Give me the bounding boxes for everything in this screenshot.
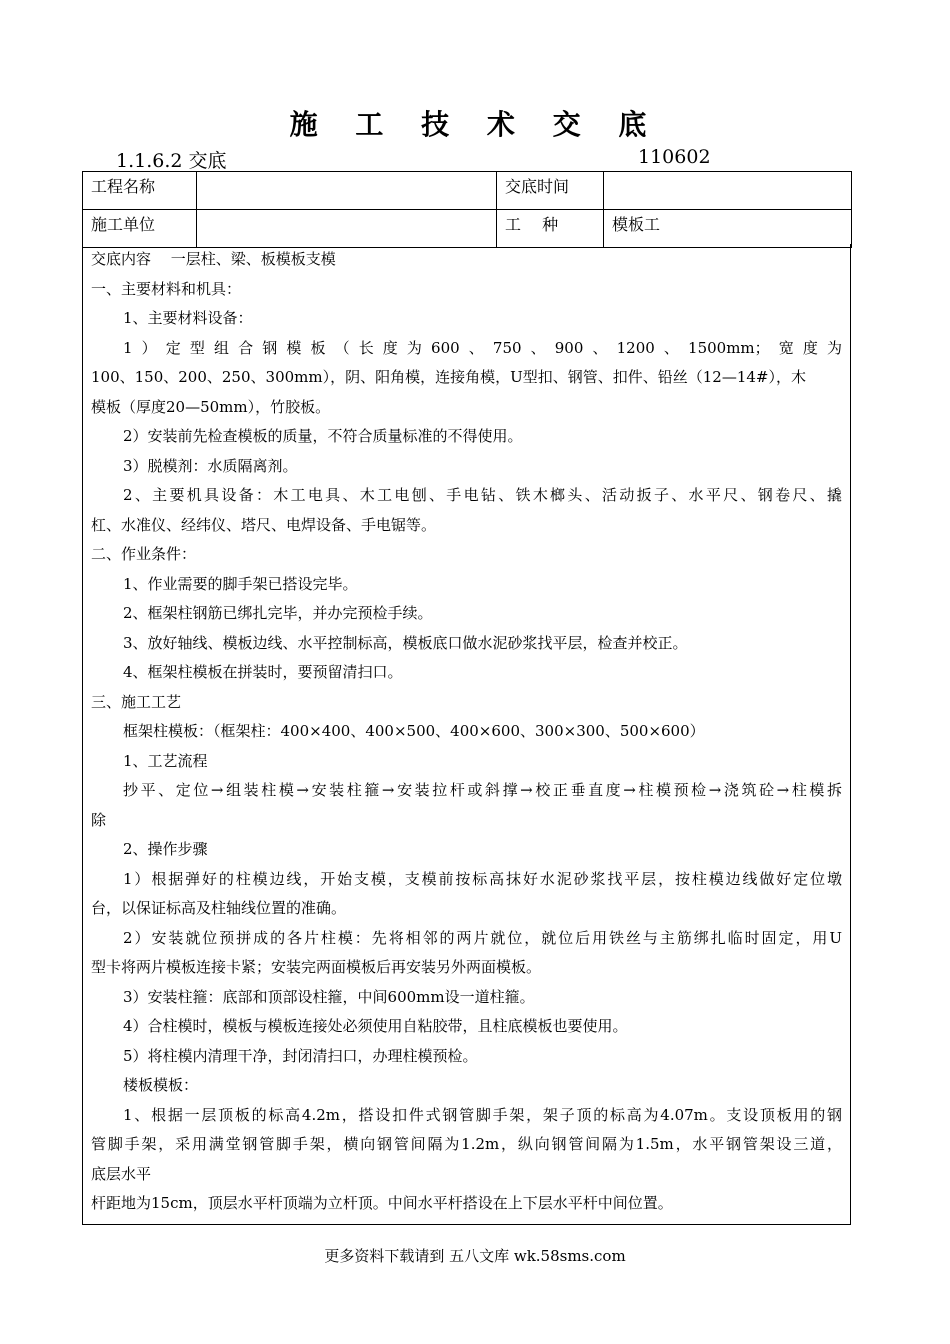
content-box xyxy=(82,244,851,1225)
paragraph-line: 2）安装就位预拼成的各片柱模：先将相邻的两片就位，就位后用铁丝与主筋绑扎临时固定，用U xyxy=(123,928,842,947)
header-row-2 xyxy=(83,210,852,248)
paragraph-line: 底层水平 xyxy=(91,1164,152,1183)
paragraph-line: 1）定型组合钢模板（长度为600、750、900、1200、1500mm；宽度为 xyxy=(123,338,842,357)
paragraph-line: 抄平、定位→组装柱模→安装柱箍→安装拉杆或斜撑→校正垂直度→柱模预检→浇筑砼→柱模拆 xyxy=(123,781,842,799)
project-name-label: 工程名称 xyxy=(83,172,197,210)
section-heading: 三、施工工艺 xyxy=(91,692,182,711)
paragraph-line: 2、主要机具设备：木工电具、木工电刨、手电钻、铁木榔头、活动扳子、水平尺、钢卷尺、撬 xyxy=(123,486,842,504)
paragraph-line: 1）根据弹好的柱模边线，开始支模，支模前按标高抹好水泥砂浆找平层，按柱模边线做好定位墩 xyxy=(123,869,842,888)
paragraph-line: 1、作业需要的脚手架已搭设完毕。 xyxy=(123,574,358,593)
paragraph-line: 100、150、200、250、300mm），阴、阳角模，连接角模，U型扣、钢管、扣件、铅丝（12—14#），木 xyxy=(91,368,806,386)
paragraph-line: 台，以保证标高及柱轴线位置的准确。 xyxy=(91,899,347,917)
paragraph-line: 1、主要材料设备： xyxy=(123,309,253,327)
paragraph-line: 1、工艺流程 xyxy=(123,751,208,770)
paragraph-line: 4）合柱模时，模板与模板连接处必须使用自粘胶带，且柱底模板也要使用。 xyxy=(123,1017,628,1035)
footer-link-text: 更多资料下载请到 五八文库 wk.58sms.com xyxy=(324,1247,626,1265)
paragraph-line: 管脚手架，采用满堂钢管脚手架，横向钢管间隔为1.2m，纵向钢管间隔为1.5m，水平钢管架设三道， xyxy=(91,1135,842,1153)
paragraph-line: 3）脱模剂：水质隔离剂。 xyxy=(123,456,298,475)
project-name-value xyxy=(197,172,497,210)
document-title: 施 工 技 术 交 底 xyxy=(289,108,661,141)
paragraph-line: 框架柱模板：（框架柱：400×400、400×500、400×600、300×300、500×600） xyxy=(123,722,705,740)
paragraph-line: 楼板模板： xyxy=(123,1076,199,1094)
handover-code: 1.1.6.2 交底 xyxy=(116,150,227,172)
document-number: 110602 xyxy=(638,146,711,168)
header-table xyxy=(82,171,852,248)
paragraph-line: 2、框架柱钢筋已绑扎完毕，并办完预检手续。 xyxy=(123,604,433,622)
header-row-1 xyxy=(83,172,852,210)
paragraph-line: 4、框架柱模板在拼装时，要预留清扫口。 xyxy=(123,663,403,681)
paragraph-line: 2）安装前先检查模板的质量，不符合质量标准的不得使用。 xyxy=(123,427,523,445)
trade-label: 工 种 xyxy=(497,210,604,248)
section-heading: 二、作业条件： xyxy=(91,545,197,563)
handover-time-value xyxy=(604,172,852,210)
content-topic: 交底内容 一层柱、梁、板模板支模 xyxy=(91,250,336,268)
paragraph-line: 1、根据一层顶板的标高4.2m，搭设扣件式钢管脚手架，架子顶的标高为4.07m。支设顶板用的钢 xyxy=(123,1105,842,1124)
handover-time-label: 交底时间 xyxy=(497,172,604,210)
paragraph-line: 杠、水准仪、经纬仪、塔尺、电焊设备、手电锯等。 xyxy=(91,515,437,534)
trade-value: 模板工 xyxy=(604,210,852,248)
paragraph-line: 杆距地为15cm，顶层水平杆顶端为立杆顶。中间水平杆搭设在上下层水平杆中间位置。 xyxy=(91,1194,673,1212)
construction-unit-value xyxy=(197,210,497,248)
paragraph-line: 模板（厚度20—50mm），竹胶板。 xyxy=(91,397,331,416)
paragraph-line: 型卡将两片模板连接卡紧；安装完两面模板后再安装另外两面模板。 xyxy=(91,958,542,976)
section-heading: 一、主要材料和机具： xyxy=(91,279,242,298)
paragraph-line: 3）安装柱箍：底部和顶部设柱箍，中间600mm设一道柱箍。 xyxy=(123,987,535,1006)
construction-unit-label: 施工单位 xyxy=(83,210,197,248)
paragraph-line: 3、放好轴线、模板边线、水平控制标高，模板底口做水泥砂浆找平层，检查并校正。 xyxy=(123,633,688,652)
paragraph-line: 5）将柱模内清理干净，封闭清扫口，办理柱模预检。 xyxy=(123,1046,478,1065)
paragraph-line: 2、操作步骤 xyxy=(123,840,208,858)
paragraph-line: 除 xyxy=(91,810,107,829)
